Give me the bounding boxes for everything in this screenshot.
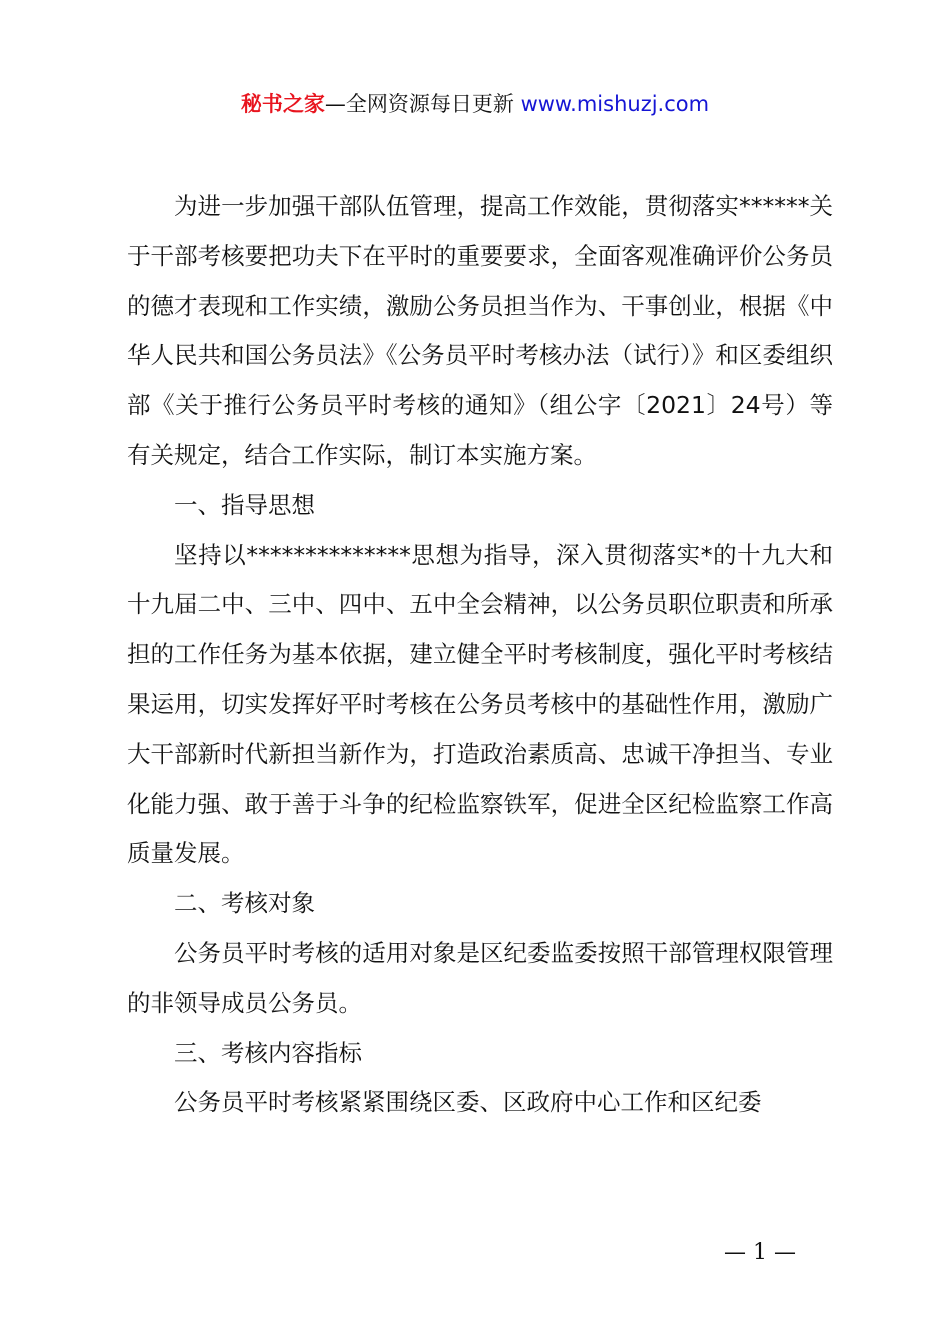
- section-heading-assessment-targets: 二、考核对象: [174, 889, 315, 918]
- intro-paragraph: 为进一步加强干部队伍管理，提高工作效能，贯彻落实******关于干部考核要把功夫下在平时的重要要求，全面客观准确评价公务员的德才表现和工作实绩，激励公务员担当作为、干事创业，根据《中华人民共和国公务员法》《公务员平时考核办法（试行）》和区委组织部《关于推行公务员平时考核的通知》（组公字〔2021〕24号）等有关规定，结合工作实际，制订本实施方案。: [127, 192, 833, 469]
- assessment-content-paragraph: 公务员平时考核紧紧围绕区委、区政府中心工作和区纪委: [174, 1088, 762, 1117]
- header-slogan: —全网资源每日更新: [324, 92, 514, 116]
- page-header: [0, 86, 950, 122]
- site-url-link[interactable]: www.mishuzj.com: [520, 92, 710, 116]
- section-heading-assessment-content: 三、考核内容指标: [174, 1038, 362, 1067]
- section-heading-guiding-ideology: 一、指导思想: [174, 490, 315, 519]
- document-body: [127, 182, 833, 1128]
- guiding-ideology-paragraph: 坚持以**************思想为指导，深入贯彻落实*的十九大和十九届二中、三中、四中、五中全会精神，以公务员职位职责和所承担的工作任务为基本依据，建立健全平时考核制度，强化平时考核结果运用，切实发挥好平时考核在公务员考核中的基础性作用，激励广大干部新时代新担当新作为，打造政治素质高、忠诚干净担当、专业化能力强、敢于善于斗争的纪检监察铁军，促进全区纪检监察工作高质量发展。: [127, 540, 833, 868]
- assessment-targets-paragraph: 公务员平时考核的适用对象是区纪委监委按照干部管理权限管理的非领导成员公务员。: [127, 938, 833, 1017]
- page-number: — 1 —: [724, 1240, 796, 1265]
- brand-name: 秘书之家: [240, 92, 325, 116]
